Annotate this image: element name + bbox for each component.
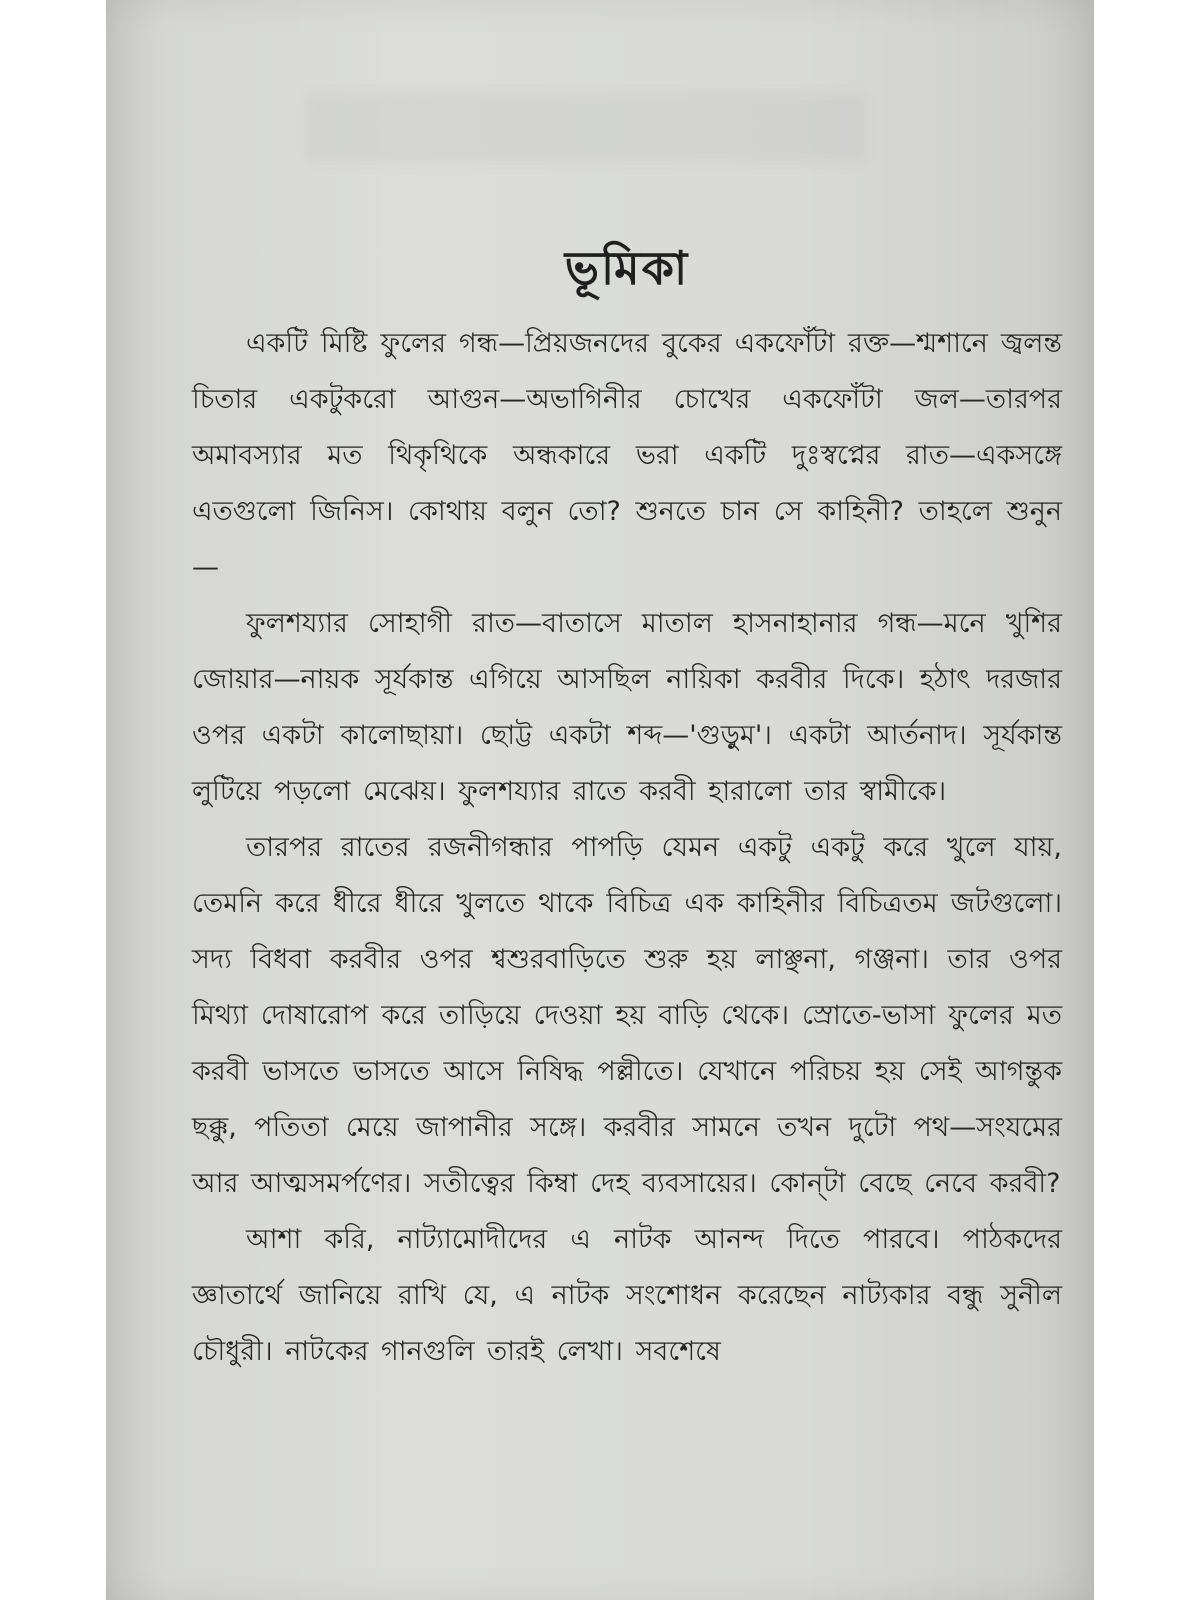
paragraph-4-text: আশা করি, নাট্যামোদীদের এ নাটক আনন্দ দিতে পারবে। পাঠকদের জ্ঞাতার্থে জানিয়ে রাখি যে, এ নাটক সংশোধন করেছেন নাট্যকার বন্ধু সুনীল চৌধুরী। নাটকের গানগুলি তারই লেখা। সবশেষে: [192, 1224, 1062, 1367]
paragraph-4: [192, 1212, 1062, 1380]
paragraph-2: [192, 596, 1062, 820]
paragraph-1-text: একটি মিষ্টি ফুলের গন্ধ—প্রিয়জনদের বুকের একফোঁটা রক্ত—শ্মশানে জ্বলন্ত চিতার একটুকরো আগুন—অভাগিনীর চোখের একফোঁটা জল—তারপর অমাবস্যার মত থিকৃথিকে অন্ধকারে ভরা একটি দুঃস্বপ্নের রাত—একসঙ্গে এতগুলো জিনিস। কোথায় বলুন তো? শুনতে চান সে কাহিনী? তাহলে শুনুন—: [192, 328, 1062, 583]
page-title: ভূমিকা: [564, 241, 690, 295]
paragraph-1: [192, 316, 1062, 596]
page-content: [192, 232, 1062, 1380]
paragraph-2-text: ফুলশয্যার সোহাগী রাত—বাতাসে মাতাল হাসনাহানার গন্ধ—মনে খুশির জোয়ার—নায়ক সূর্যকান্ত এগিয়ে আসছিল নায়িকা করবীর দিকে। হঠাৎ দরজার ওপর একটা কালোছায়া। ছোট্ট একটা শব্দ—'গুড়ুম'। একটা আর্তনাদ। সূর্যকান্ত লুটিয়ে পড়লো মেঝেয়। ফুলশয্যার রাতে করবী হারালো তার স্বামীকে।: [192, 608, 1062, 807]
book-page: [106, 0, 1094, 1600]
paragraph-3: [192, 820, 1062, 1212]
paragraph-3-text: তারপর রাতের রজনীগন্ধার পাপড়ি যেমন একটু একটু করে খুলে যায়, তেমনি করে ধীরে ধীরে খুলতে থাকে বিচিত্র এক কাহিনীর বিচিত্রতম জটগুলো। সদ্য বিধবা করবীর ওপর শ্বশুরবাড়িতে শুরু হয় লাঞ্ছনা, গঞ্জনা। তার ওপর মিথ্যা দোষারোপ করে তাড়িয়ে দেওয়া হয় বাড়ি থেকে। স্রোতে-ভাসা ফুলের মত করবী ভাসতে ভাসতে আসে নিষিদ্ধ পল্লীতে। যেখানে পরিচয় হয় সেই আগন্তুক ছক্কু, পতিতা মেয়ে জাপানীর সঙ্গে। করবীর সামনে তখন দুটো পথ—সংযমের আর আত্মসমর্পণের। সতীত্বের কিম্বা দেহ ব্যবসায়ের। কোন্‌টা বেছে নেবে করবী?: [192, 832, 1062, 1199]
bleed-through-text: [306, 92, 866, 162]
